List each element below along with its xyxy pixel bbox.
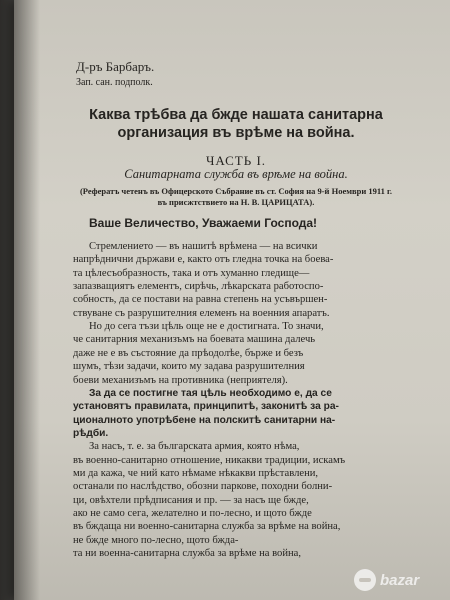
body-line: Стремлението — въ нашитѣ врѣмена — на всички	[89, 241, 318, 252]
body-line: За насъ, т. е. за българската армия, която нѣма,	[89, 441, 300, 453]
part-heading: ЧАСТЬ I.	[205, 153, 267, 168]
body-line: напрѣднични държави е, както отъ гледна точка на боева-	[73, 254, 334, 266]
body-line: останали по наслѣдство, обозни паркове, походни болни-	[73, 481, 333, 493]
body-line: собность, да се постави на равна степень на усъвършен-	[73, 294, 328, 306]
body-line: ако не само сега, желателно и по-лесно, и щото бжде	[73, 508, 312, 519]
page-shadow	[14, 0, 40, 600]
body-line: запазващиятъ елементъ, сирѣчь, лѣкарската работоспо-	[73, 281, 324, 293]
body-line: ци, овѣхтели прѣдписания и пр. — за насъ ще бжде,	[73, 494, 309, 506]
body-line: ствуване съ разрушителния елеменъ на военния апаратъ.	[73, 307, 330, 319]
document-title-line-2: организация въ врѣме на война.	[117, 125, 355, 141]
watermark-logo	[354, 568, 440, 592]
body-line: шумъ, тѣзи задачи, които му задава разрушителния	[73, 361, 305, 373]
body-line: даже не е въ състояние да прѣодолѣе, бърже и безъ	[73, 347, 304, 359]
address-greeting: Ваше Величество, Уважаеми Господа!	[89, 216, 318, 230]
body-line: За да се постигне тая цѣль необходимо е, да се	[89, 387, 332, 399]
lecture-note-line-1: (Рефератъ четенъ въ Офицерското Събрание въ ст. София на 9-й Ноември 1911 г.	[79, 186, 393, 196]
body-line: та ни военна-санитарна служба за врѣме на война,	[73, 548, 302, 560]
lecture-note-line-2: въ присжтствието на Н. В. ЦАРИЦАТА).	[157, 197, 315, 207]
author-name: Д-ръ Барбаръ.	[76, 59, 155, 74]
document-title-line-1: Каква трѣбва да бжде нашата санитарна	[89, 107, 383, 123]
body-line: рѣдби.	[73, 427, 109, 439]
body-line: ционалното употрѣбене на полскитѣ санитарни на-	[73, 414, 336, 426]
body-line: боеви механизъмъ на противника (неприятеля).	[73, 374, 288, 386]
book-page	[14, 0, 450, 600]
body-line: въ бждаща ни военно-санитарна служба за врѣме на война,	[73, 521, 341, 533]
part-subtitle: Санитарната служба въ врѣме на война.	[124, 167, 348, 181]
author-position: Зап. сан. подполк.	[76, 77, 153, 88]
body-line: та цѣлесъобразность, така и отъ хуманно гледище—	[73, 267, 310, 279]
body-line: установятъ правилата, принципитѣ, законитѣ за ра-	[73, 401, 339, 413]
body-line: Но до сега тъзи цѣль още не е достигната. То значи,	[89, 321, 324, 333]
body-line: не бжде много по-лесно, щото бжда-	[73, 534, 239, 546]
body-line: въ военно-санитарно отношение, никакви традиции, искамъ	[73, 454, 346, 466]
body-line: че санитарния механизъмъ на боевата машина далечь	[73, 334, 316, 346]
bazar-logo-icon	[354, 569, 376, 591]
watermark-text: bazar	[380, 571, 420, 589]
body-line: ми да кажа, че ний като нѣмаме нѣкакви прѣставлени,	[73, 467, 319, 479]
